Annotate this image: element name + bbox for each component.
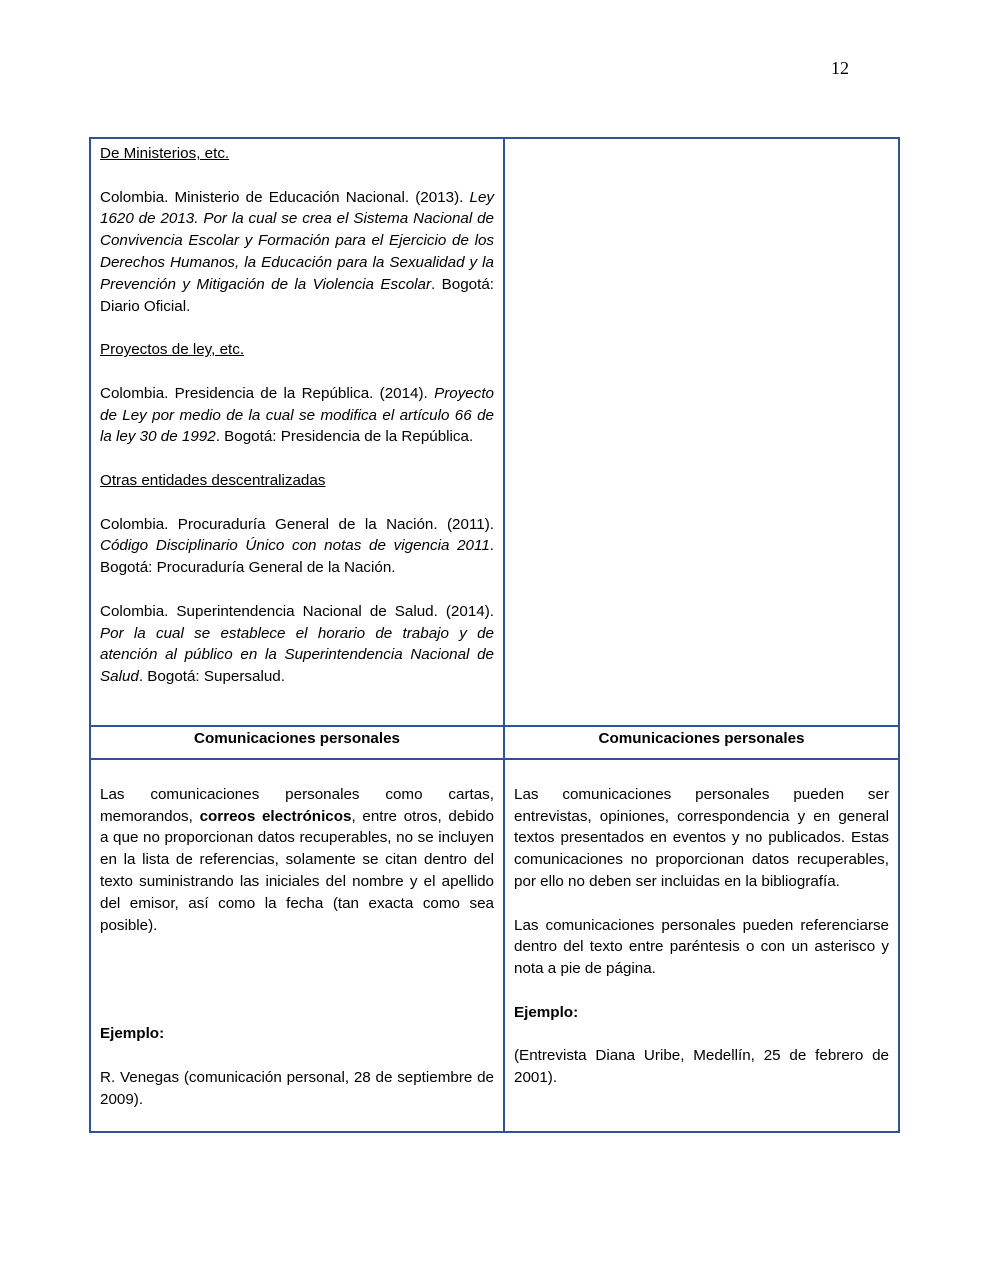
- ministries-heading: De Ministerios, etc.: [100, 145, 230, 162]
- personal-communications-left-cell: [90, 759, 504, 1132]
- column-header-left: Comunicaciones personales: [90, 726, 504, 759]
- reference-ley-1620: Colombia. Ministerio de Educación Nacional. (2013). Ley 1620 de 2013. Por la cual se crea el Sistema Nacional de Convivencia Escolar y Formación para el Ejercicio de los Derechos Humanos, la Educación para la Sexualidad y la Prevención y Mitigación de la Violencia Escolar. Bogotá: Diario Oficial.: [100, 188, 494, 315]
- reference-procuraduria: Colombia. Procuraduría General de la Nación. (2011). Código Disciplinario Único con notas de vigencia 2011. Bogotá: Procuraduría General de la Nación.: [100, 515, 494, 577]
- reference-supersalud: Colombia. Superintendencia Nacional de Salud. (2014). Por la cual se establece el horario de trabajo y de atención al público en la Superintendencia Nacional de Salud. Bogotá: Supersalud.: [100, 602, 494, 686]
- bills-heading: Proyectos de ley, etc.: [100, 341, 245, 359]
- description-paragraph: Las comunicaciones personales como cartas, memorandos, correos electrónicos, entre otros, debido a que no proporcionan datos recuperables, no se incluyen en la lista de referencias, solamente se citan dentro del texto suministrando las iniciales del nombre y el apellido del emisor, así como la fecha (tan exacta como sea posible).: [100, 785, 494, 934]
- column-header-right: Comunicaciones personales: [504, 726, 899, 759]
- table-row: [90, 138, 899, 726]
- example-label: Ejemplo:: [100, 1025, 165, 1043]
- example-label: Ejemplo:: [514, 1003, 579, 1021]
- example-text: R. Venegas (comunicación personal, 28 de septiembre de 2009).: [100, 1068, 494, 1108]
- description-paragraph-2: Las comunicaciones personales pueden referenciarse dentro del texto entre paréntesis o con un asterisco y nota a pie de página.: [514, 916, 889, 978]
- references-table: [89, 137, 900, 1133]
- personal-communications-right-cell: [504, 759, 899, 1132]
- table-row: [90, 759, 899, 1132]
- ministries-cell: [90, 138, 504, 726]
- empty-cell: [504, 138, 899, 726]
- reference-proyecto-ley: Colombia. Presidencia de la República. (2014). Proyecto de Ley por medio de la cual se modifica el artículo 66 de la ley 30 de 1992. Bogotá: Presidencia de la República.: [100, 384, 494, 446]
- decentralized-heading: Otras entidades descentralizadas: [100, 471, 326, 489]
- table-row: [90, 726, 899, 759]
- example-text: (Entrevista Diana Uribe, Medellín, 25 de febrero de 2001).: [514, 1047, 889, 1087]
- page-number: 12: [831, 58, 849, 78]
- description-paragraph: Las comunicaciones personales pueden ser entrevistas, opiniones, correspondencia y en general textos presentados en eventos y no publicados. Estas comunicaciones no proporcionan datos recuperables, por ello no deben ser incluidas en la bibliografía.: [514, 785, 889, 890]
